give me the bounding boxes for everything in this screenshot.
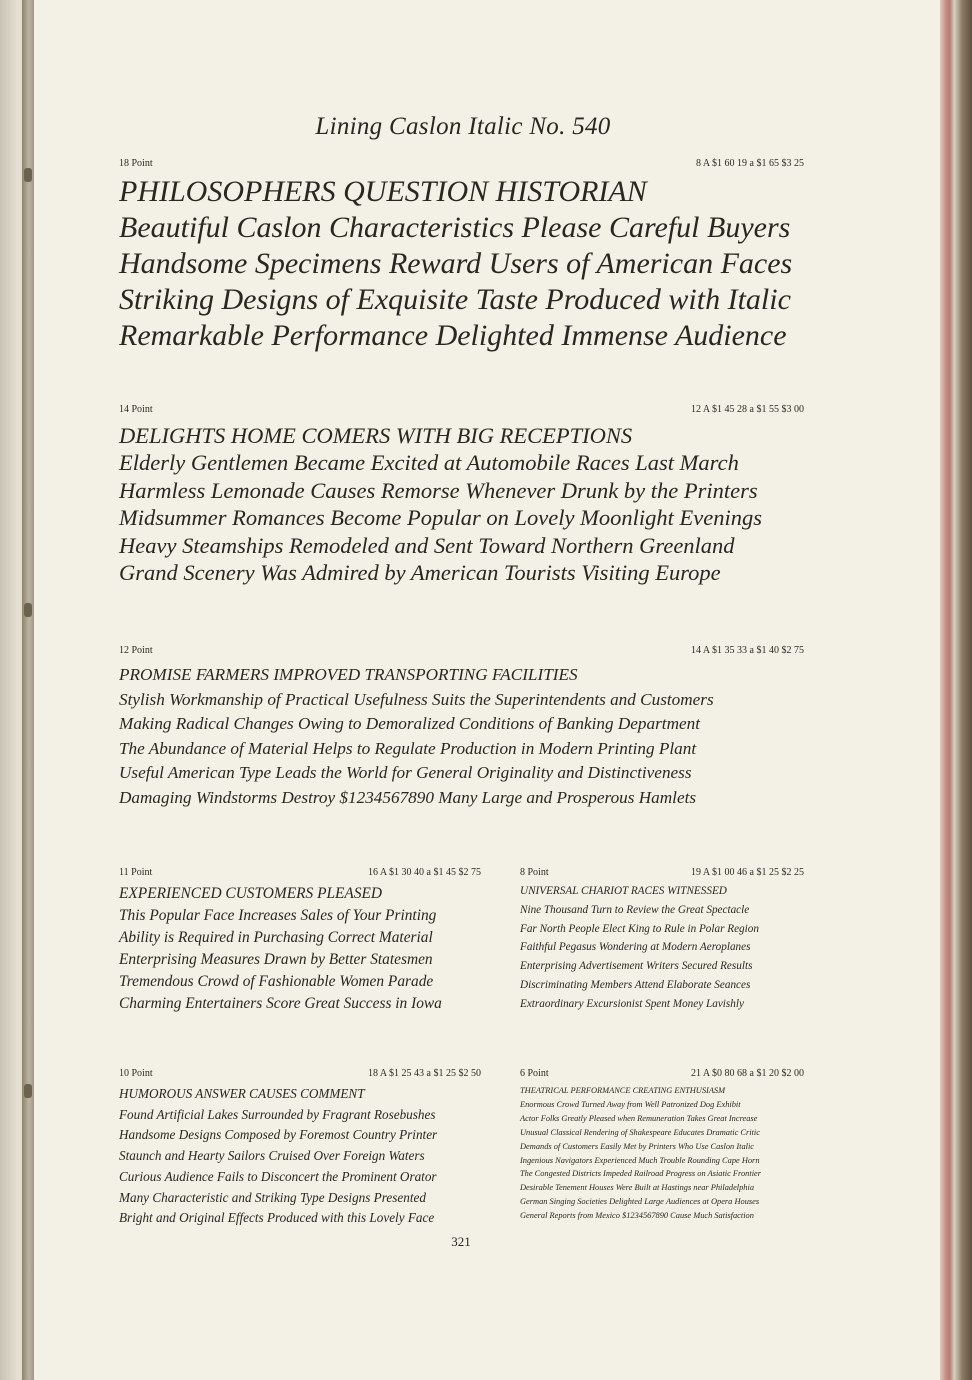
specimen-line: Midsummer Romances Become Popular on Lovely Moonlight Evenings [119,505,762,531]
specimen-line: Ingenious Navigators Experienced Much Trouble Rounding Cape Horn [520,1155,760,1165]
specimen-line: Staunch and Hearty Sailors Cruised Over Foreign Waters [119,1148,425,1164]
specimen-6pt [520,1068,804,1223]
point-size-label: 18 Point [119,158,153,169]
specimen-line: PROMISE FARMERS IMPROVED TRANSPORTING FACILITIES [119,665,578,684]
specimen-line: Tremendous Crowd of Fashionable Women Parade [119,973,434,990]
point-size-label: 12 Point [119,645,153,656]
specimen-line: Stylish Workmanship of Practical Usefulness Suits the Superintendents and Customers [119,689,714,709]
specimen-line: Enterprising Measures Drawn by Better Statesmen [119,951,433,968]
specimen-11pt [119,867,481,1015]
specimen-12pt [119,645,804,811]
specimen-10pt [119,1068,481,1229]
page-title: Lining Caslon Italic No. 540 [315,113,611,140]
page-number: 321 [451,1234,471,1249]
point-size-label: 14 Point [119,404,153,415]
specimen-line: Handsome Specimens Reward Users of American Faces [119,247,793,280]
specimen-line: German Singing Societies Delighted Large Audiences at Opera Houses [520,1197,760,1207]
specimen-line: Unusual Classical Rendering of Shakespeare Educates Dramatic Critic [520,1127,760,1137]
specimen-8pt [520,867,804,1014]
specimen-line: HUMOROUS ANSWER CAUSES COMMENT [119,1086,365,1101]
price-label: 14 A $1 35 33 a $1 40 $2 75 [690,645,804,656]
price-label: 18 A $1 25 43 a $1 25 $2 50 [367,1068,481,1079]
specimen-line: Grand Scenery Was Admired by American Tourists Visiting Europe [119,560,721,586]
price-label: 12 A $1 45 28 a $1 55 $3 00 [690,404,804,415]
price-label: 19 A $1 00 46 a $1 25 $2 25 [690,867,804,878]
specimen-14pt [119,404,804,586]
specimen-line: The Abundance of Material Helps to Regulate Production in Modern Printing Plant [119,738,697,758]
specimen-line: PHILOSOPHERS QUESTION HISTORIAN [119,175,647,208]
specimen-line: Extraordinary Excursionist Spent Money Lavishly [520,997,744,1010]
specimen-line: Many Characteristic and Striking Type Designs Presented [119,1189,426,1205]
specimen-line: General Reports from Mexico $1234567890 Cause Much Satisfaction [520,1211,754,1221]
specimen-line: Curious Audience Fails to Disconcert the Prominent Orator [119,1168,437,1184]
specimen-line: Damaging Windstorms Destroy $1234567890 Many Large and Prosperous Hamlets [119,787,697,807]
specimen-line: The Congested Districts Impeded Railroad Progress on Asiatic Frontier [520,1169,761,1179]
price-label: 16 A $1 30 40 a $1 45 $2 75 [367,867,481,878]
point-size-label: 6 Point [520,1068,549,1079]
specimen-line: Remarkable Performance Delighted Immense Audience [119,319,787,352]
specimen-line: Demands of Customers Easily Met by Printers Who Use Caslon Italic [520,1141,755,1151]
specimen-line: Actor Folks Greatly Pleased when Remuneration Takes Great Increase [520,1113,758,1123]
specimen-line: Beautiful Caslon Characteristics Please Careful Buyers [119,211,791,244]
specimen-line: Faithful Pegasus Wondering at Modern Aeroplanes [520,941,751,954]
specimen-line: Ability is Required in Purchasing Correct Material [119,929,433,946]
specimen-line: THEATRICAL PERFORMANCE CREATING ENTHUSIASM [520,1086,726,1095]
specimen-line: This Popular Face Increases Sales of Your Printing [119,907,437,924]
specimen-line: Bright and Original Effects Produced with this Lovely Face [119,1210,435,1226]
specimen-line: Desirable Tenement Houses Were Built at Hastings near Philadelphia [520,1183,755,1193]
specimen-line: Enormous Crowd Turned Away from Well Patronized Dog Exhibit [520,1099,741,1109]
price-label: 21 A $0 80 68 a $1 20 $2 00 [690,1068,804,1079]
specimen-line: Useful American Type Leads the World for General Originality and Distinctiveness [119,763,692,783]
specimen-line: Discriminating Members Attend Elaborate Seances [520,978,751,991]
specimen-line: Making Radical Changes Owing to Demoralized Conditions of Banking Department [119,714,700,734]
specimen-line: Nine Thousand Turn to Review the Great Spectacle [520,903,750,916]
specimen-line: Striking Designs of Exquisite Taste Produced with Italic [119,283,791,316]
specimen-line: Harmless Lemonade Causes Remorse Whenever Drunk by the Printers [119,477,758,503]
point-size-label: 10 Point [119,1068,153,1079]
specimen-line: UNIVERSAL CHARIOT RACES WITNESSED [520,885,727,897]
specimen-line: EXPERIENCED CUSTOMERS PLEASED [119,885,383,902]
specimen-line: Handsome Designs Composed by Foremost Country Printer [119,1127,438,1143]
price-label: 8 A $1 60 19 a $1 65 $3 25 [695,158,804,169]
specimen-line: Far North People Elect King to Rule in Polar Region [520,922,759,935]
specimen-line: Charming Entertainers Score Great Success in Iowa [119,995,442,1012]
specimen-line: DELIGHTS HOME COMERS WITH BIG RECEPTIONS [119,423,633,448]
specimen-line: Elderly Gentlemen Became Excited at Automobile Races Last March [119,450,739,476]
point-size-label: 8 Point [520,867,549,878]
specimen-line: Found Artificial Lakes Surrounded by Fragrant Rosebushes [119,1106,436,1122]
specimen-18pt [119,158,804,354]
point-size-label: 11 Point [119,867,153,878]
specimen-line: Heavy Steamships Remodeled and Sent Toward Northern Greenland [119,532,735,558]
specimen-line: Enterprising Advertisement Writers Secured Results [520,960,753,973]
